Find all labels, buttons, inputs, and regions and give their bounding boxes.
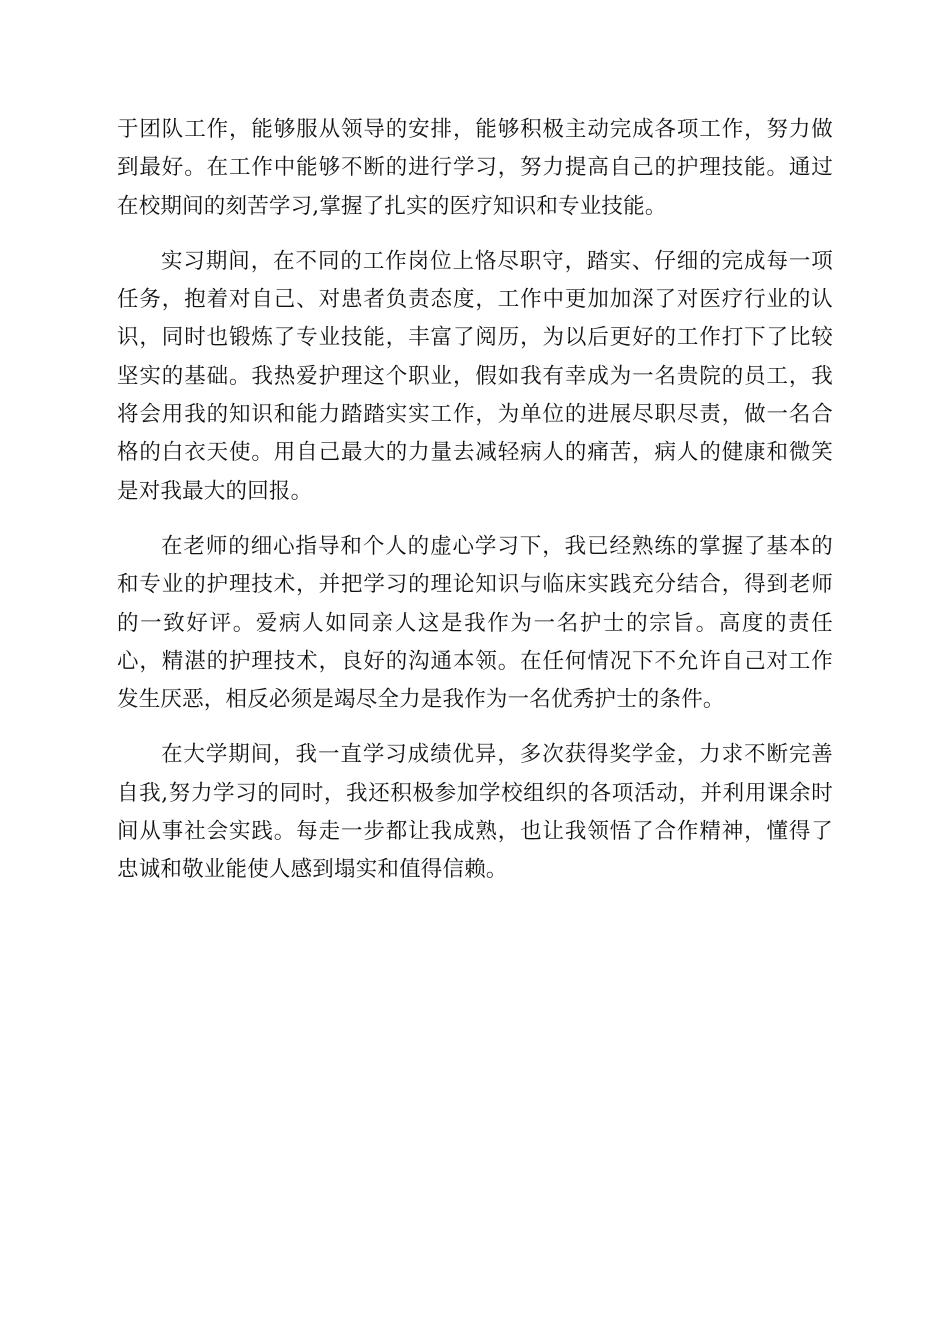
paragraph-3: 在老师的细心指导和个人的虚心学习下，我已经熟练的掌握了基本的和专业的护理技术，并把学习的理论知识与临床实践充分结合，得到老师的一致好评。爱病人如同亲人这是我作为一名护士的宗旨。高度的责任心，精湛的护理技术，良好的沟通本领。在任何情况下不允许自己对工作发生厌恶，相反必须是竭尽全力是我作为一名优秀护士的条件。 (117, 533, 833, 713)
paragraph-1: 于团队工作，能够服从领导的安排，能够积极主动完成各项工作，努力做到最好。在工作中能够不断的进行学习，努力提高自己的护理技能。通过在校期间的刻苦学习,掌握了扎实的医疗知识和专业技能。 (117, 117, 833, 219)
paragraph-2: 实习期间，在不同的工作岗位上恪尽职守，踏实、仔细的完成每一项任务，抱着对自己、对患者负责态度，工作中更加加深了对医疗行业的认识，同时也锻炼了专业技能，丰富了阅历，为以后更好的工作打下了比较坚实的基础。我热爱护理这个职业，假如我有幸成为一名贵院的员工，我将会用我的知识和能力踏踏实实工作，为单位的进展尽职尽责，做一名合格的白衣天使。用自己最大的力量去减轻病人的痛苦，病人的健康和微笑是对我最大的回报。 (117, 248, 833, 504)
paragraph-4: 在大学期间，我一直学习成绩优异，多次获得奖学金，力求不断完善自我,努力学习的同时，我还积极参加学校组织的各项活动，并利用课余时间从事社会实践。每走一步都让我成熟，也让我领悟了合作精神，懂得了忠诚和敬业能使人感到塌实和值得信赖。 (117, 742, 833, 883)
document-body (117, 111, 833, 907)
